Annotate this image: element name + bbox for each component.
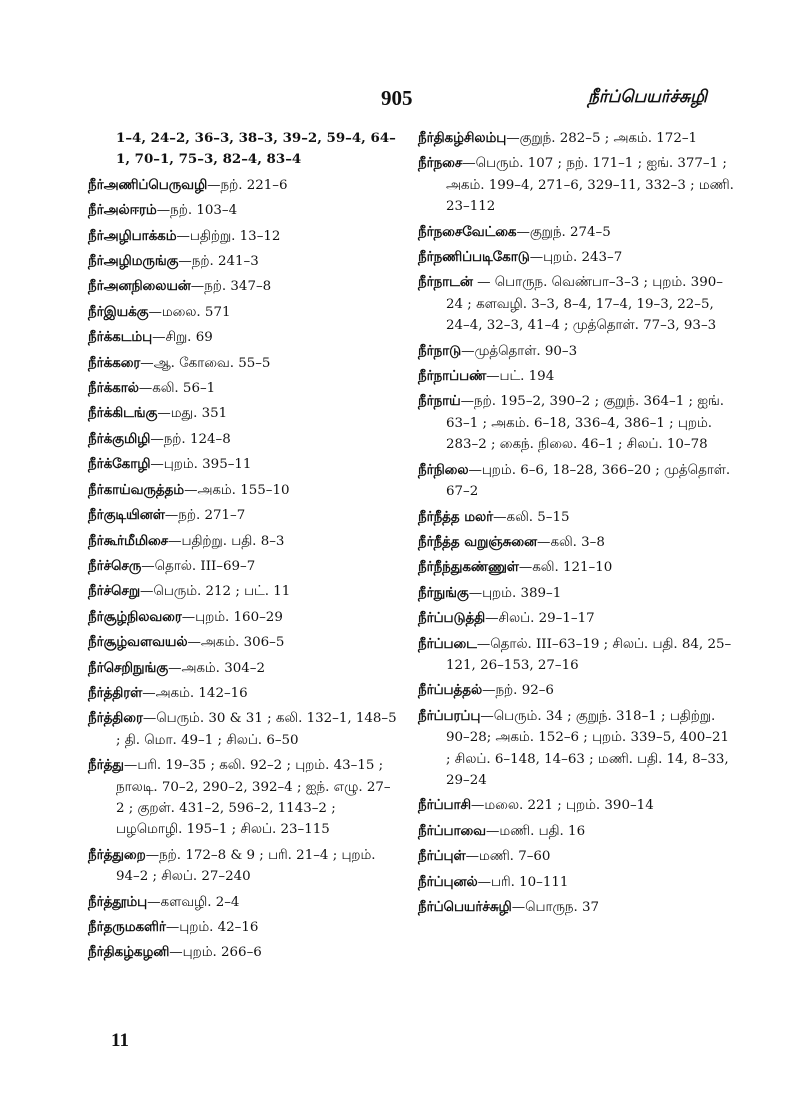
index-entry [418, 128, 736, 149]
index-entry [88, 755, 398, 841]
entry-references: —புறம். 395–11 [150, 457, 252, 473]
entry-headword: நீர்அல்ஈரம் [88, 202, 157, 219]
entry-references: —அகம். 142–16 [142, 685, 248, 701]
entry-headword: நீர்ப்படை [418, 635, 477, 652]
entry-headword: நீர்க்கரை [88, 354, 141, 371]
entry-references: —பெரும். 212 ; பட். 11 [140, 584, 291, 600]
entry-continuation: 1–4, 24–2, 36–3, 38–3, 39–2, 59–4, 64–1, 70–1, 75–3, 82–4, 83–4 [116, 130, 396, 168]
entry-headword: நீர்நிலை [418, 461, 469, 478]
index-entry [418, 272, 736, 336]
index-entry [418, 706, 736, 792]
entry-references: —புறம். 6–6, 18–28, 366–20 ; முத்தொள். 67–2 [446, 462, 731, 500]
entry-references: —சிலப். 29–1–17 [485, 611, 595, 627]
entry-references: —நற். 124–8 [150, 431, 231, 447]
entry-references: —நற். 241–3 [178, 254, 259, 270]
index-entry [418, 507, 736, 528]
entry-headword: நீர்சூழ்வளவயல் [88, 634, 188, 651]
index-entry [418, 872, 736, 893]
entry-headword: நீர்நாடு [418, 342, 462, 359]
index-entry [88, 276, 398, 297]
index-entry [88, 454, 398, 475]
index-entry [88, 378, 398, 399]
entry-headword: நீர்த்து [88, 757, 124, 774]
entry-references: —பரி. 19–35 ; கலி. 92–2 ; புறம். 43–15 ; நாலடி. 70–2, 290–2, 392–4 ; ஐந். எழு. 27–2 ; குறள். 431–2, 596–2, 1143–2 ; பழமொழி. 195–1 ; சிலப். 23–115 [116, 758, 391, 838]
entry-headword: நீர்அணிப்பெருவழி [88, 176, 208, 193]
entry-references: —நற். 221–6 [207, 177, 288, 193]
entry-headword: நீர்க்கிடங்கு [88, 405, 158, 422]
entry-references: —சிறு. 69 [152, 330, 213, 346]
entry-headword: நீர்தருமகளிர் [88, 919, 166, 935]
entry-references: —குறுந். 274–5 [516, 224, 611, 240]
index-entry [418, 897, 736, 918]
entry-headword: நீர்செறிநுங்கு [88, 659, 169, 676]
entry-references: —அகம். 306–5 [187, 635, 285, 651]
index-entry [88, 942, 398, 963]
entry-references: —மணி. பதி. 16 [486, 823, 586, 839]
index-entry [88, 556, 398, 577]
index-entry [418, 222, 736, 243]
index-entry [88, 658, 398, 679]
entry-references: —பெரும். 30 & 31 ; கலி. 132–1, 148–5 ; தி. மொ. 49–1 ; சிலப். 6–50 [116, 711, 397, 748]
index-entry [88, 353, 398, 374]
entry-references: —பதிற்று. 13–12 [176, 228, 281, 244]
entry-headword: நீர்அழிமருங்கு [88, 253, 179, 270]
entry-headword: நீர்காய்வருத்தம் [88, 481, 185, 498]
entry-references: —நற். 271–7 [164, 508, 246, 524]
entry-headword: நீர்க்குமிழி [88, 430, 151, 447]
entry-references: —புறம். 266–6 [169, 945, 262, 961]
index-entry [88, 607, 398, 628]
entry-headword: நீர்த்திரள் [88, 684, 143, 701]
entry-references: —பரி. 10–111 [477, 874, 569, 890]
entry-references: —பொருந. 37 [511, 900, 600, 915]
signature-mark: 11 [111, 1030, 129, 1051]
index-entry [418, 153, 736, 217]
entry-references: —பதிற்று. பதி. 8–3 [168, 533, 285, 549]
entry-headword: நீர்இயக்கு [88, 303, 149, 320]
index-entry [88, 302, 398, 323]
entry-references: —பெரும். 107 ; நற். 171–1 ; ஐங். 377–1 ; அகம். 199–4, 271–6, 329–11, 332–3 ; மணி. 23–112 [446, 156, 734, 215]
index-entry [418, 634, 736, 677]
entry-headword: நீர்ப்பாசி [418, 797, 471, 814]
entry-headword: நீர்ச்செரு [88, 557, 142, 574]
entry-headword: நீர்ப்படுத்தி [418, 610, 486, 627]
index-entry [88, 251, 398, 272]
index-entry [418, 460, 736, 503]
entry-headword: நீர்நசைவேட்கை [418, 223, 517, 240]
index-entry [88, 845, 398, 888]
entry-headword: நீர்கூர்மீமிசை [88, 532, 169, 549]
entry-references: —புறம். 243–7 [529, 250, 623, 266]
index-entry [88, 917, 398, 938]
entry-headword: நீர்ப்புனல் [418, 873, 478, 890]
index-entry [88, 892, 398, 913]
entry-headword: நீர்அழிபாக்கம் [88, 227, 177, 244]
index-entry [88, 200, 398, 221]
entry-headword: நீர்நாய் [418, 393, 461, 410]
entry-headword: நீர்ப்பரப்பு [418, 707, 481, 724]
index-entry [88, 480, 398, 501]
entry-references: —மலை. 571 [148, 304, 231, 320]
entry-references: —மணி. 7–60 [465, 849, 551, 865]
entry-headword: நீர்த்துறை [88, 846, 146, 863]
entry-references: —மலை. 221 ; புறம். 390–14 [471, 798, 654, 814]
entry-headword: நீர்சூழ்நிலவரை [88, 608, 182, 625]
entry-headword: நீர்ப்புள் [418, 848, 466, 865]
entry-references: —பெரும். 34 ; குறுந். 318–1 ; பதிற்று. 90–28; அகம். 152–6 ; புறம். 339–5, 400–21 ; சிலப். 6–148, 14–63 ; மணி. பதி. 14, 8–33, 29–24 [446, 708, 730, 788]
index-entry [88, 226, 398, 247]
index-entry [88, 632, 398, 653]
entry-references: —நற். 92–6 [482, 683, 554, 699]
entry-headword: நீர்குடியினள் [88, 507, 165, 524]
entry-headword: நீர்நீந்துகண்ணுள் [418, 559, 519, 576]
index-entry [418, 341, 736, 362]
entry-references: —கலி. 121–10 [518, 560, 613, 576]
entry-references: —மது. 351 [157, 406, 228, 422]
entry-headword: நீர்திகழ்கழனி [88, 944, 170, 961]
index-entry [88, 327, 398, 348]
entry-references: —நற். 172–8 & 9 ; பரி. 21–4 ; புறம். 94–2 ; சிலப். 27–240 [116, 847, 376, 885]
entry-references: —புறம். 160–29 [181, 609, 283, 625]
entry-headword: நீர்த்திரை [88, 710, 143, 727]
entry-headword: நீர்த்தூம்பு [88, 893, 148, 910]
index-entry [418, 680, 736, 701]
entry-references: —கலி. 3–8 [537, 534, 605, 550]
index-entry [418, 557, 736, 578]
index-entry [88, 429, 398, 450]
entry-headword: நீர்நீத்த மலர் [418, 508, 494, 525]
entry-headword: நீர்க்கோழி [88, 456, 151, 473]
index-entry [88, 581, 398, 602]
index-entry [418, 247, 736, 268]
entry-references: —புறம். 389–1 [468, 585, 562, 601]
index-entry [88, 505, 398, 526]
entry-references: —தொல். III–69–7 [141, 558, 256, 574]
entry-references: —அகம். 304–2 [168, 660, 265, 676]
entry-references: —கலி. 56–1 [138, 381, 216, 397]
entry-references: —களவழி. 2–4 [147, 894, 240, 910]
entry-headword: நீர்க்கடம்பு [88, 329, 153, 346]
index-entry [88, 403, 398, 424]
entry-headword: நீர்நீத்த வறுஞ்சுனை [418, 533, 538, 550]
index-entry [418, 608, 736, 629]
entry-headword: நீர்ச்செறு [88, 583, 141, 600]
entry-headword: நீர்ப்பெயர்ச்சுழி [418, 899, 512, 915]
index-entry [418, 532, 736, 553]
entry-references: —கலி. 5–15 [493, 509, 570, 525]
entry-headword: நீர்நாப்பண் [418, 368, 487, 385]
entry-references: —குறுந். 282–5 ; அகம். 172–1 [506, 131, 698, 146]
index-entry [88, 128, 398, 171]
running-head: நீர்ப்பெயர்ச்சுழி [588, 87, 707, 107]
entry-headword: நீர்க்கால் [88, 380, 139, 397]
index-column-right [418, 128, 736, 922]
index-entry [88, 708, 398, 751]
index-entry [88, 175, 398, 196]
entry-references: —நற். 347–8 [190, 279, 272, 295]
entry-headword: நீர்அனநிலையன் [88, 278, 191, 295]
entry-headword: நீர்நுங்கு [418, 584, 469, 601]
index-entry [418, 366, 736, 387]
index-entry [418, 846, 736, 867]
entry-references: —பட். 194 [486, 369, 555, 385]
page-number: 905 [381, 86, 413, 110]
entry-references: —முத்தொள். 90–3 [461, 343, 578, 359]
entry-headword: நீர்ப்பாவை [418, 822, 486, 839]
index-entry [418, 391, 736, 455]
entry-headword: நீர்நாடன் [418, 274, 473, 291]
entry-references: — பொருந. வெண்பா–3–3 ; புறம். 390–24 ; களவழி. 3–3, 8–4, 17–4, 19–3, 22–5, 24–4, 32–3, 41–4 ; முத்தொள். 77–3, 93–3 [446, 275, 723, 334]
entry-headword: நீர்நணிப்படிகோடு [418, 249, 530, 266]
entry-headword: நீர்திகழ்சிலம்பு [418, 130, 507, 146]
index-entry [418, 795, 736, 816]
index-column-left [88, 128, 398, 968]
entry-references: —தொல். III–63–19 ; சிலப். பதி. 84, 25–121, 26–153, 27–16 [446, 636, 732, 673]
entry-headword: நீர்ப்பத்தல் [418, 682, 483, 699]
index-entry [88, 683, 398, 704]
index-entry [418, 821, 736, 842]
index-entry [418, 583, 736, 604]
entry-references: —நற். 103–4 [156, 203, 238, 219]
entry-references: —ஆ. கோவை. 55–5 [140, 355, 271, 371]
entry-references: —புறம். 42–16 [165, 920, 259, 935]
index-entry [88, 531, 398, 552]
entry-references: —நற். 195–2, 390–2 ; குறுந். 364–1 ; ஐங். 63–1 ; அகம். 6–18, 336–4, 386–1 ; புறம். 283–2 ; கைந். நிலை. 46–1 ; சிலப். 10–78 [446, 394, 725, 453]
entry-references: —அகம். 155–10 [184, 482, 290, 498]
entry-headword: நீர்நசை [418, 155, 463, 172]
